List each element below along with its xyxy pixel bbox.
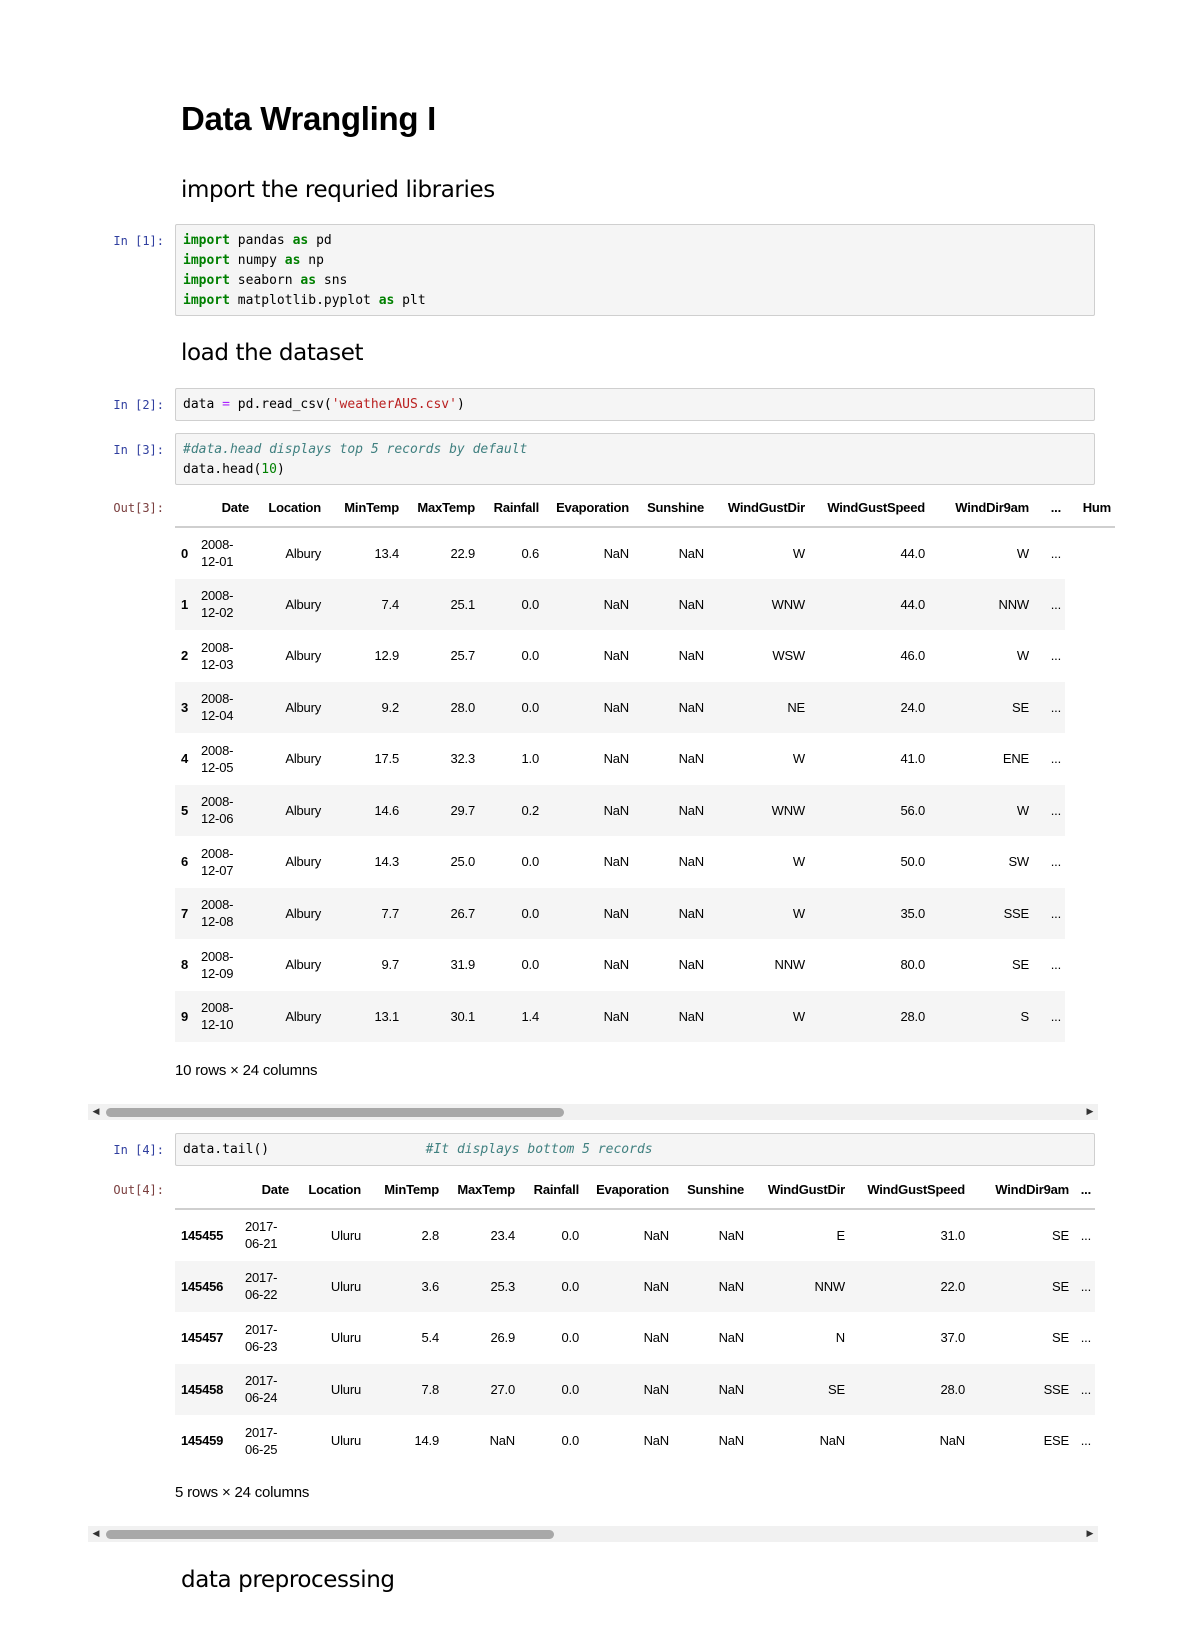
table-cell: ... — [1080, 1227, 1091, 1243]
table-cell: W — [1016, 802, 1029, 818]
head-shape-note: 10 rows × 24 columns — [175, 1062, 318, 1079]
cell-2-prompt: In [2]: — [113, 398, 164, 412]
table-row — [175, 630, 1115, 682]
tail-scroll-thumb[interactable] — [106, 1530, 554, 1539]
table-row — [175, 991, 1115, 1043]
code-comment: #It displays bottom 5 records — [425, 1142, 653, 1157]
table-cell: 0.0 — [561, 1330, 579, 1346]
table-cell: 0.2 — [521, 802, 539, 818]
table-cell: 14.3 — [374, 854, 399, 870]
table-cell: 1.0 — [521, 751, 539, 767]
table-cell: Albury — [285, 905, 321, 921]
table-cell: ... — [1080, 1381, 1091, 1397]
column-header: Evaporation — [583, 1170, 673, 1209]
date-cell: 2008- 12-04 — [201, 691, 234, 724]
table-cell: S — [1020, 1008, 1029, 1024]
table-cell: Uluru — [330, 1330, 361, 1346]
table-cell: NaN — [603, 596, 629, 612]
table-cell: NaN — [678, 1008, 704, 1024]
table-cell: SE — [1052, 1330, 1069, 1346]
code-identifier: seaborn — [237, 273, 293, 288]
table-cell: NaN — [643, 1278, 669, 1294]
tail-dataframe-output — [175, 1170, 1095, 1457]
table-cell: NNW — [814, 1278, 845, 1294]
table-cell: W — [792, 854, 805, 870]
table-cell: 31.0 — [940, 1227, 965, 1243]
table-cell: NaN — [718, 1227, 744, 1243]
code-keyword: as — [284, 253, 301, 268]
column-header — [175, 1170, 241, 1209]
column-header: Date — [241, 1170, 293, 1209]
code-line — [183, 231, 1087, 251]
table-row — [175, 1312, 1095, 1364]
date-cell: 2017- 06-22 — [245, 1270, 278, 1303]
table-cell: 3.6 — [421, 1278, 439, 1294]
code-operator: = — [222, 397, 230, 412]
column-header: WindGustDir — [708, 488, 809, 527]
notebook-title: Data Wrangling I — [181, 100, 436, 137]
table-row — [175, 1261, 1095, 1313]
code-identifier: matplotlib.pyplot — [237, 293, 371, 308]
table-cell: ... — [1050, 751, 1061, 767]
row-index: 145456 — [181, 1278, 224, 1294]
table-cell: 25.0 — [450, 854, 475, 870]
column-header: Evaporation — [543, 488, 633, 527]
table-cell: W — [792, 1008, 805, 1024]
table-row — [175, 733, 1115, 785]
table-cell: 22.0 — [940, 1278, 965, 1294]
code-paren: ) — [276, 462, 285, 477]
table-row — [175, 836, 1115, 888]
code-keyword: import — [183, 253, 230, 268]
row-index: 3 — [181, 699, 189, 715]
row-index: 8 — [181, 957, 189, 973]
table-cell: 31.9 — [450, 957, 475, 973]
code-keyword: import — [183, 273, 230, 288]
table-cell: NNW — [774, 957, 805, 973]
row-index: 6 — [181, 854, 189, 870]
code-keyword: as — [378, 293, 395, 308]
table-cell: 0.0 — [521, 854, 539, 870]
table-cell: 22.9 — [450, 545, 475, 561]
table-cell: Albury — [285, 751, 321, 767]
table-cell: WNW — [771, 802, 805, 818]
table-cell: 2.8 — [421, 1227, 439, 1243]
date-cell: 2008- 12-10 — [201, 1000, 234, 1033]
table-cell: SSE — [1003, 905, 1029, 921]
code-paren: ) — [456, 397, 465, 412]
table-cell: 28.0 — [940, 1381, 965, 1397]
table-cell: SE — [1052, 1227, 1069, 1243]
table-cell: 0.0 — [521, 905, 539, 921]
table-cell: NaN — [643, 1227, 669, 1243]
table-cell: NaN — [678, 802, 704, 818]
table-cell: E — [836, 1227, 845, 1243]
table-cell: NaN — [603, 905, 629, 921]
scroll-right-arrow-icon[interactable]: ▶ — [1086, 1529, 1094, 1539]
column-header: WindGustSpeed — [809, 488, 929, 527]
table-cell: 46.0 — [900, 648, 925, 664]
tail-shape-note: 5 rows × 24 columns — [175, 1484, 310, 1501]
table-cell: 9.2 — [381, 699, 399, 715]
row-index: 2 — [181, 648, 189, 664]
table-cell: 1.4 — [521, 1008, 539, 1024]
table-cell: NaN — [678, 751, 704, 767]
table-cell: 30.1 — [450, 1008, 475, 1024]
code-call: pd.read_csv( — [237, 397, 332, 412]
cell-4-prompt: In [4]: — [113, 1143, 164, 1157]
head-dataframe-output — [175, 488, 1111, 1045]
table-cell: NaN — [603, 545, 629, 561]
scroll-right-arrow-icon[interactable]: ▶ — [1086, 1107, 1094, 1117]
table-cell: Uluru — [330, 1227, 361, 1243]
table-cell: NaN — [603, 648, 629, 664]
table-cell: NaN — [603, 854, 629, 870]
section-heading-load: load the dataset — [181, 340, 364, 366]
column-header: MinTemp — [325, 488, 403, 527]
column-header: WindGustDir — [748, 1170, 849, 1209]
cell-1-prompt: In [1]: — [113, 234, 164, 248]
table-cell: NaN — [678, 545, 704, 561]
cell-3-code-editor[interactable] — [175, 433, 1095, 485]
table-cell: Albury — [285, 957, 321, 973]
table-cell: 80.0 — [900, 957, 925, 973]
cell-2-code-editor[interactable] — [175, 388, 1095, 421]
table-cell: Albury — [285, 699, 321, 715]
column-header: Sunshine — [673, 1170, 748, 1209]
table-cell: 0.0 — [521, 648, 539, 664]
column-header: Rainfall — [519, 1170, 583, 1209]
table-cell: NaN — [643, 1433, 669, 1449]
table-cell: NaN — [718, 1433, 744, 1449]
table-cell: Albury — [285, 802, 321, 818]
date-cell: 2008- 12-03 — [201, 639, 234, 672]
date-cell: 2008- 12-06 — [201, 794, 234, 827]
row-index: 145457 — [181, 1330, 224, 1346]
cell-3-output-prompt: Out[3]: — [113, 501, 164, 515]
table-cell: 24.0 — [900, 699, 925, 715]
table-cell: ... — [1080, 1278, 1091, 1294]
table-cell: NaN — [939, 1433, 965, 1449]
table-cell: ... — [1050, 854, 1061, 870]
table-cell: 23.4 — [490, 1227, 515, 1243]
table-row — [175, 579, 1115, 631]
table-cell: 28.0 — [450, 699, 475, 715]
table-cell: Albury — [285, 854, 321, 870]
code-keyword: as — [292, 233, 309, 248]
table-cell: W — [792, 905, 805, 921]
date-cell: 2017- 06-25 — [245, 1424, 278, 1457]
table-cell: ENE — [1002, 751, 1029, 767]
column-header: WindDir9am — [969, 1170, 1073, 1209]
table-cell: SSE — [1043, 1381, 1069, 1397]
table-cell: 29.7 — [450, 802, 475, 818]
column-header: MaxTemp — [403, 488, 479, 527]
table-cell: 0.0 — [521, 957, 539, 973]
table-cell: NaN — [603, 699, 629, 715]
cell-1-code-editor[interactable] — [175, 224, 1095, 316]
table-cell: ... — [1050, 699, 1061, 715]
section-heading-preprocessing: data preprocessing — [181, 1567, 395, 1593]
table-cell: NaN — [603, 751, 629, 767]
table-cell: 0.0 — [561, 1227, 579, 1243]
table-cell: ... — [1050, 648, 1061, 664]
table-cell: 35.0 — [900, 905, 925, 921]
date-cell: 2008- 12-02 — [201, 588, 234, 621]
table-cell: WSW — [772, 648, 805, 664]
table-cell: ... — [1050, 957, 1061, 973]
code-identifier: numpy — [237, 253, 277, 268]
head-horizontal-scrollbar[interactable] — [88, 1104, 1098, 1120]
table-cell: 0.6 — [521, 545, 539, 561]
table-cell: NaN — [603, 957, 629, 973]
code-line — [183, 271, 1087, 291]
column-header: MaxTemp — [443, 1170, 519, 1209]
column-header: Location — [293, 1170, 365, 1209]
table-cell: NNW — [998, 596, 1029, 612]
table-cell: NaN — [678, 596, 704, 612]
table-cell: W — [792, 751, 805, 767]
row-index: 145458 — [181, 1381, 224, 1397]
code-string: 'weatherAUS.csv' — [331, 397, 457, 412]
table-cell: NaN — [678, 957, 704, 973]
tail-horizontal-scrollbar[interactable] — [88, 1526, 1098, 1542]
table-cell: SE — [828, 1381, 845, 1397]
table-cell: ... — [1050, 802, 1061, 818]
code-identifier: plt — [402, 293, 426, 308]
code-identifier: sns — [323, 273, 348, 288]
date-cell: 2017- 06-21 — [245, 1219, 278, 1252]
code-identifier: pandas — [237, 233, 285, 248]
cell-4-output-prompt: Out[4]: — [113, 1183, 164, 1197]
code-number: 10 — [261, 462, 277, 477]
column-header: WindGustSpeed — [849, 1170, 969, 1209]
table-cell: W — [1016, 545, 1029, 561]
date-cell: 2008- 12-07 — [201, 845, 234, 878]
table-cell: 27.0 — [490, 1381, 515, 1397]
code-call: data.tail() — [183, 1142, 270, 1157]
table-cell: 50.0 — [900, 854, 925, 870]
table-cell: 44.0 — [900, 545, 925, 561]
code-line — [183, 291, 1087, 311]
cell-1-code-lines — [183, 231, 1087, 311]
table-cell: 7.7 — [381, 905, 399, 921]
section-heading-imports: import the requried libraries — [181, 177, 495, 203]
table-cell: NaN — [718, 1278, 744, 1294]
table-cell: Albury — [285, 545, 321, 561]
table-cell: NaN — [678, 905, 704, 921]
code-comment: #data.head displays top 5 records by default — [183, 442, 528, 457]
row-index: 145455 — [181, 1227, 224, 1243]
table-cell: SE — [1012, 699, 1029, 715]
table-cell: WNW — [771, 596, 805, 612]
table-cell: NaN — [489, 1433, 515, 1449]
row-index: 145459 — [181, 1433, 224, 1449]
date-cell: 2008- 12-05 — [201, 742, 234, 775]
table-cell: ... — [1050, 545, 1061, 561]
table-row — [175, 1364, 1095, 1416]
date-cell: 2008- 12-01 — [201, 537, 234, 570]
column-header: Sunshine — [633, 488, 708, 527]
table-cell: ... — [1080, 1330, 1091, 1346]
code-call: data.head( — [183, 462, 262, 477]
table-cell: Uluru — [330, 1433, 361, 1449]
table-cell: Uluru — [330, 1278, 361, 1294]
column-header: ... — [1073, 1170, 1095, 1209]
date-cell: 2017- 06-24 — [245, 1373, 278, 1406]
column-header: Hum — [1065, 488, 1115, 527]
table-cell: 17.5 — [374, 751, 399, 767]
table-cell: SW — [1008, 854, 1029, 870]
head-dataframe-table — [175, 488, 1115, 1042]
table-cell: 44.0 — [900, 596, 925, 612]
tail-dataframe-table — [175, 1170, 1095, 1467]
scroll-left-arrow-icon[interactable]: ◀ — [92, 1107, 100, 1117]
table-row — [175, 682, 1115, 734]
table-cell: 13.1 — [374, 1008, 399, 1024]
table-cell: NaN — [718, 1381, 744, 1397]
table-cell: NaN — [643, 1381, 669, 1397]
table-row — [175, 939, 1115, 991]
cell-3-prompt: In [3]: — [113, 443, 164, 457]
column-header: ... — [1033, 488, 1065, 527]
table-row — [175, 527, 1115, 579]
table-cell: 0.0 — [561, 1278, 579, 1294]
column-header: Location — [253, 488, 325, 527]
row-index: 4 — [181, 751, 189, 767]
table-cell: 7.4 — [381, 596, 399, 612]
table-row — [175, 785, 1115, 837]
table-cell: 28.0 — [900, 1008, 925, 1024]
date-cell: 2017- 06-23 — [245, 1321, 278, 1354]
date-cell: 2008- 12-09 — [201, 948, 234, 981]
table-cell: ... — [1080, 1433, 1091, 1449]
row-index: 9 — [181, 1008, 189, 1024]
code-keyword: import — [183, 233, 230, 248]
table-cell: 13.4 — [374, 545, 399, 561]
column-header: WindDir9am — [929, 488, 1033, 527]
code-line — [183, 251, 1087, 271]
table-cell: 56.0 — [900, 802, 925, 818]
table-cell: 0.0 — [561, 1381, 579, 1397]
code-variable: data — [183, 397, 215, 412]
table-cell: 0.0 — [521, 596, 539, 612]
table-cell: Albury — [285, 596, 321, 612]
table-cell: 25.7 — [450, 648, 475, 664]
code-keyword: import — [183, 293, 230, 308]
table-cell: 9.7 — [381, 957, 399, 973]
table-cell: NaN — [718, 1330, 744, 1346]
code-identifier: pd — [316, 233, 332, 248]
table-row — [175, 1209, 1095, 1261]
table-cell: NaN — [678, 648, 704, 664]
table-cell: 37.0 — [940, 1330, 965, 1346]
table-cell: SE — [1012, 957, 1029, 973]
table-cell: NaN — [678, 699, 704, 715]
table-row — [175, 888, 1115, 940]
table-cell: ... — [1050, 596, 1061, 612]
cell-4-code-editor[interactable] — [175, 1133, 1095, 1166]
table-cell: Uluru — [330, 1381, 361, 1397]
table-cell: 14.6 — [374, 802, 399, 818]
table-cell: Albury — [285, 1008, 321, 1024]
table-cell: W — [1016, 648, 1029, 664]
row-index: 1 — [181, 596, 189, 612]
table-cell: ... — [1050, 905, 1061, 921]
column-header: Rainfall — [479, 488, 543, 527]
column-header: MinTemp — [365, 1170, 443, 1209]
table-cell: N — [835, 1330, 845, 1346]
table-cell: NaN — [819, 1433, 845, 1449]
table-cell: ESE — [1043, 1433, 1069, 1449]
table-cell: 0.0 — [561, 1433, 579, 1449]
table-cell: 25.1 — [450, 596, 475, 612]
table-cell: 32.3 — [450, 751, 475, 767]
table-cell: 14.9 — [414, 1433, 439, 1449]
table-cell: 26.7 — [450, 905, 475, 921]
table-row — [175, 1415, 1095, 1467]
table-cell: 26.9 — [490, 1330, 515, 1346]
table-cell: NaN — [643, 1330, 669, 1346]
table-cell: Albury — [285, 648, 321, 664]
table-cell: NaN — [603, 802, 629, 818]
scroll-left-arrow-icon[interactable]: ◀ — [92, 1529, 100, 1539]
code-identifier: np — [308, 253, 324, 268]
table-cell: 12.9 — [374, 648, 399, 664]
table-cell: 5.4 — [421, 1330, 439, 1346]
column-header: Date — [197, 488, 253, 527]
row-index: 7 — [181, 905, 189, 921]
column-header — [175, 488, 197, 527]
code-keyword: as — [300, 273, 317, 288]
table-cell: ... — [1050, 1008, 1061, 1024]
table-cell: 7.8 — [421, 1381, 439, 1397]
table-cell: NE — [787, 699, 805, 715]
table-cell: 25.3 — [490, 1278, 515, 1294]
table-cell: NaN — [603, 1008, 629, 1024]
row-index: 0 — [181, 545, 189, 561]
head-scroll-thumb[interactable] — [106, 1108, 564, 1117]
date-cell: 2008- 12-08 — [201, 897, 234, 930]
table-cell: 41.0 — [900, 751, 925, 767]
table-cell: 0.0 — [521, 699, 539, 715]
table-cell: W — [792, 545, 805, 561]
table-cell: NaN — [678, 854, 704, 870]
table-cell: SE — [1052, 1278, 1069, 1294]
row-index: 5 — [181, 802, 189, 818]
